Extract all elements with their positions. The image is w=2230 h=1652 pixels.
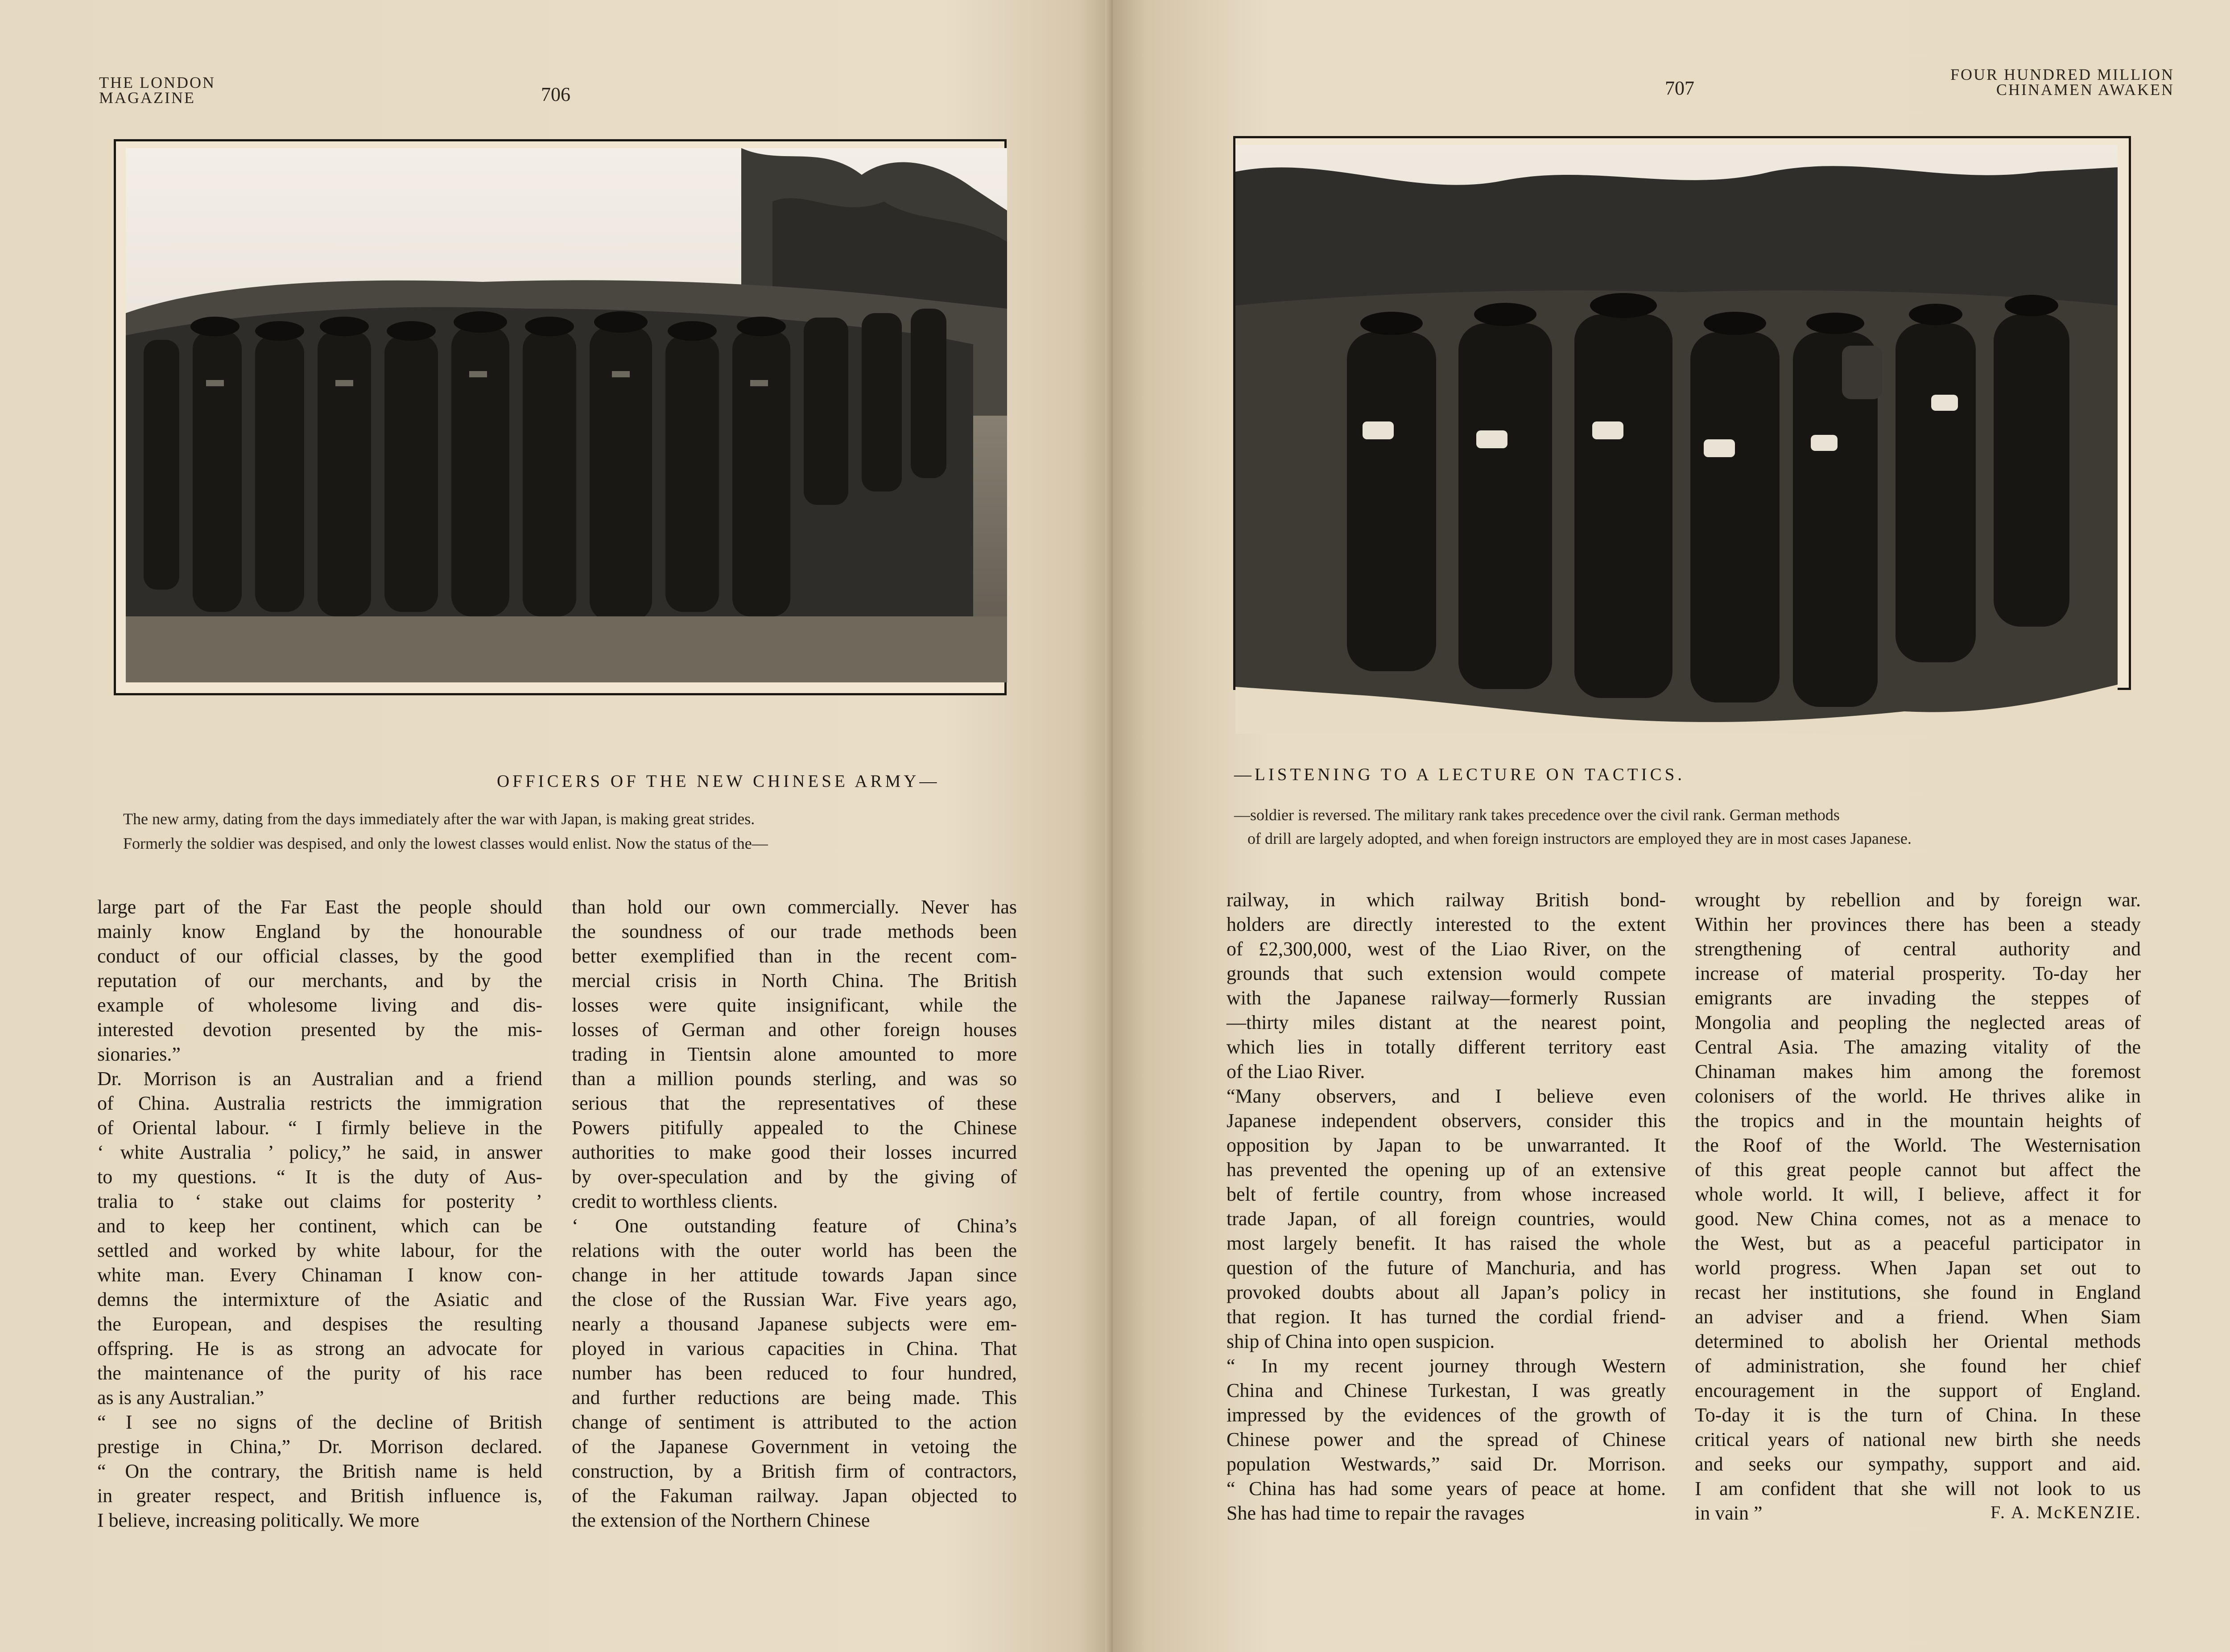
text-line: the tropics and in the mountain heights of bbox=[1695, 1110, 2141, 1132]
text-line: China and Chinese Turkestan, I was greatly bbox=[1226, 1379, 1666, 1401]
text-line: world progress. When Japan set out to bbox=[1695, 1257, 2141, 1279]
text-line: sionaries.” bbox=[97, 1043, 181, 1065]
text-line: the European, and despises the resulting bbox=[97, 1313, 542, 1335]
text-line: which lies in totally different territory east bbox=[1226, 1036, 1666, 1058]
text-line: trading in Tientsin alone amounted to more bbox=[572, 1043, 1017, 1065]
text-line: large part of the Far East the people should bbox=[97, 896, 542, 918]
text-line: I am confident that she will not look to us bbox=[1695, 1478, 2141, 1499]
caption-line-right-2: of drill are largely adopted, and when foreign instructors are employed they are in most cases Japanese. bbox=[1247, 830, 1912, 847]
text-line: impressed by the evidences of the growth of bbox=[1226, 1404, 1666, 1426]
text-line: of £2,300,000, west of the Liao River, on the bbox=[1226, 938, 1666, 960]
text-line: and seeks our sympathy, support and aid. bbox=[1695, 1453, 2141, 1475]
caption-line-right-1: —soldier is reversed. The military rank takes precedence over the civil rank. German methods bbox=[1234, 806, 1840, 824]
page-number-left: 706 bbox=[541, 83, 570, 105]
text-line: by over-speculation and by the giving of bbox=[572, 1166, 1017, 1188]
text-line: “ In my recent journey through Western bbox=[1226, 1355, 1666, 1377]
text-line: Dr. Morrison is an Australian and a friend bbox=[97, 1068, 542, 1090]
page-number-right: 707 bbox=[1665, 77, 1694, 99]
text-line: and further reductions are being made. This bbox=[572, 1387, 1017, 1408]
text-line: “ I see no signs of the decline of British bbox=[97, 1411, 542, 1433]
text-line: grounds that such extension would compete bbox=[1226, 962, 1666, 984]
text-line: number has been reduced to four hundred, bbox=[572, 1362, 1017, 1384]
text-line: losses of German and other foreign houses bbox=[572, 1019, 1017, 1041]
text-line: with the Japanese railway—formerly Russian bbox=[1226, 987, 1666, 1009]
text-line: increase of material prosperity. To-day her bbox=[1695, 962, 2141, 984]
text-line: serious that the representatives of these bbox=[572, 1092, 1017, 1114]
text-line: than a million pounds sterling, and was so bbox=[572, 1068, 1017, 1090]
text-line: example of wholesome living and dis- bbox=[97, 994, 542, 1016]
text-line: strengthening of central authority and bbox=[1695, 938, 2141, 960]
text-line: Chinese power and the spread of Chinese bbox=[1226, 1429, 1666, 1450]
text-line: interested devotion presented by the mis- bbox=[97, 1019, 542, 1041]
text-line: reputation of our merchants, and by the bbox=[97, 970, 542, 991]
text-line: colonisers of the world. He thrives alike in bbox=[1695, 1085, 2141, 1107]
text-line: recast her institutions, she found in England bbox=[1695, 1281, 2141, 1303]
text-line: the close of the Russian War. Five years ago, bbox=[572, 1289, 1017, 1310]
text-line: of China. Australia restricts the immigration bbox=[97, 1092, 542, 1114]
text-line: Within her provinces there has been a steady bbox=[1695, 913, 2141, 935]
caption-line-left-2: Formerly the soldier was despised, and only the lowest classes would enlist. Now the status of the— bbox=[123, 834, 768, 852]
text-line: white man. Every Chinaman I know con- bbox=[97, 1264, 542, 1286]
text-line: encouragement in the support of England. bbox=[1695, 1379, 2141, 1401]
text-line: in vain ” bbox=[1695, 1502, 1763, 1524]
text-line: “ On the contrary, the British name is held bbox=[97, 1460, 542, 1482]
left-page bbox=[0, 0, 1113, 1652]
tactics-lecture-photo bbox=[1235, 145, 2118, 734]
text-line: change in her attitude towards Japan since bbox=[572, 1264, 1017, 1286]
text-line: settled and worked by white labour, for the bbox=[97, 1239, 542, 1261]
text-line: trade Japan, of all foreign countries, would bbox=[1226, 1208, 1666, 1230]
text-line: as is any Australian.” bbox=[97, 1387, 264, 1408]
text-line: Japanese independent observers, consider this bbox=[1226, 1110, 1666, 1132]
text-line: offspring. He is as strong an advocate for bbox=[97, 1338, 542, 1359]
text-line: She has had time to repair the ravages bbox=[1226, 1502, 1525, 1524]
right-column-2 bbox=[1695, 888, 2141, 1525]
text-line: ship of China into open suspicion. bbox=[1226, 1330, 1495, 1352]
text-line: of the Japanese Government in vetoing the bbox=[572, 1436, 1017, 1458]
text-line: to my questions. “ It is the duty of Aus- bbox=[97, 1166, 542, 1188]
text-line: in greater respect, and British influence is, bbox=[97, 1485, 542, 1507]
text-line: of administration, she found her chief bbox=[1695, 1355, 2141, 1377]
text-line: and to keep her continent, which can be bbox=[97, 1215, 542, 1237]
left-column-1 bbox=[97, 895, 542, 1532]
text-line: prestige in China,” Dr. Morrison declared. bbox=[97, 1436, 542, 1458]
text-line: To-day it is the turn of China. In these bbox=[1695, 1404, 2141, 1426]
left-column-2 bbox=[572, 895, 1017, 1532]
text-line: an adviser and a friend. When Siam bbox=[1695, 1306, 2141, 1328]
text-line: belt of fertile country, from whose increased bbox=[1226, 1183, 1666, 1205]
text-line: of the Fakuman railway. Japan objected to bbox=[572, 1485, 1017, 1507]
text-line: the maintenance of the purity of his race bbox=[97, 1362, 542, 1384]
text-line: demns the intermixture of the Asiatic and bbox=[97, 1289, 542, 1310]
text-line: critical years of national new birth she needs bbox=[1695, 1429, 2141, 1450]
text-line: “ China has had some years of peace at home. bbox=[1226, 1478, 1666, 1499]
text-line: Mongolia and peopling the neglected areas of bbox=[1695, 1012, 2141, 1033]
text-line: ployed in various capacities in China. That bbox=[572, 1338, 1017, 1359]
text-line: determined to abolish her Oriental methods bbox=[1695, 1330, 2141, 1352]
right-page bbox=[1113, 0, 2230, 1652]
text-line: construction, by a British firm of contractors, bbox=[572, 1460, 1017, 1482]
text-line: whole world. It will, I believe, affect it for bbox=[1695, 1183, 2141, 1205]
text-line: that region. It has turned the cordial friend- bbox=[1226, 1306, 1666, 1328]
text-line: tralia to ‘ stake out claims for posterity ’ bbox=[97, 1190, 542, 1212]
text-line: of this great people cannot but affect the bbox=[1695, 1159, 2141, 1181]
text-line: provoked doubts about all Japan’s policy in bbox=[1226, 1281, 1666, 1303]
text-line: mainly know England by the honourable bbox=[97, 921, 542, 942]
running-head-left: THE LONDON MAGAZINE bbox=[99, 74, 215, 107]
text-line: “Many observers, and I believe even bbox=[1226, 1085, 1666, 1107]
text-line: good. New China comes, not as a menace to bbox=[1695, 1208, 2141, 1230]
text-line: Central Asia. The amazing vitality of the bbox=[1695, 1036, 2141, 1058]
text-line: credit to worthless clients. bbox=[572, 1190, 778, 1212]
text-line: than hold our own commercially. Never has bbox=[572, 896, 1017, 918]
tactics-lecture-photo-image bbox=[1235, 145, 2118, 734]
text-line: authorities to make good their losses incurred bbox=[572, 1141, 1017, 1163]
running-head-right: FOUR HUNDRED MILLION CHINAMEN AWAKEN bbox=[1950, 66, 2174, 99]
officers-photo bbox=[126, 148, 1007, 682]
text-line: the soundness of our trade methods been bbox=[572, 921, 1017, 942]
text-line: ‘ white Australia ’ policy,” he said, in answer bbox=[97, 1141, 542, 1163]
text-line: of the Liao River. bbox=[1226, 1061, 1365, 1082]
caption-title-left: OFFICERS OF THE NEW CHINESE ARMY— bbox=[497, 772, 940, 791]
text-line: holders are directly interested to the extent bbox=[1226, 913, 1666, 935]
caption-title-right: —LISTENING TO A LECTURE ON TACTICS. bbox=[1234, 765, 1685, 784]
text-line: emigrants are invading the steppes of bbox=[1695, 987, 2141, 1009]
officers-photo-image bbox=[126, 148, 1007, 682]
text-line: railway, in which railway British bond- bbox=[1226, 889, 1666, 911]
text-line: opposition by Japan to be unwarranted. It bbox=[1226, 1134, 1666, 1156]
text-line: the West, but as a peaceful participator in bbox=[1695, 1232, 2141, 1254]
text-line: of Oriental labour. “ I firmly believe in the bbox=[97, 1117, 542, 1139]
text-line: relations with the outer world has been the bbox=[572, 1239, 1017, 1261]
caption-line-left-1: The new army, dating from the days immediately after the war with Japan, is making great strides. bbox=[123, 810, 755, 828]
text-line: the extension of the Northern Chinese bbox=[572, 1509, 870, 1531]
text-line: nearly a thousand Japanese subjects were em- bbox=[572, 1313, 1017, 1335]
right-column-1 bbox=[1226, 888, 1666, 1525]
text-line: most largely benefit. It has raised the whole bbox=[1226, 1232, 1666, 1254]
text-line: —thirty miles distant at the nearest point, bbox=[1226, 1012, 1666, 1033]
text-line: mercial crisis in North China. The British bbox=[572, 970, 1017, 991]
text-line: question of the future of Manchuria, and has bbox=[1226, 1257, 1666, 1279]
text-line: ‘ One outstanding feature of China’s bbox=[572, 1215, 1017, 1237]
author-signature: F. A. McKENZIE. bbox=[1990, 1502, 2142, 1522]
text-line: the Roof of the World. The Westernisation bbox=[1695, 1134, 2141, 1156]
text-line: I believe, increasing politically. We more bbox=[97, 1509, 420, 1531]
text-line: Powers pitifully appealed to the Chinese bbox=[572, 1117, 1017, 1139]
text-line: has prevented the opening up of an extensive bbox=[1226, 1159, 1666, 1181]
text-line: better exemplified than in the recent com- bbox=[572, 945, 1017, 967]
text-line: wrought by rebellion and by foreign war. bbox=[1695, 889, 2141, 911]
text-line: losses were quite insignificant, while the bbox=[572, 994, 1017, 1016]
text-line: change of sentiment is attributed to the action bbox=[572, 1411, 1017, 1433]
text-line: conduct of our official classes, by the good bbox=[97, 945, 542, 967]
text-line: population Westwards,” said Dr. Morrison. bbox=[1226, 1453, 1666, 1475]
text-line: Chinaman makes him among the foremost bbox=[1695, 1061, 2141, 1082]
